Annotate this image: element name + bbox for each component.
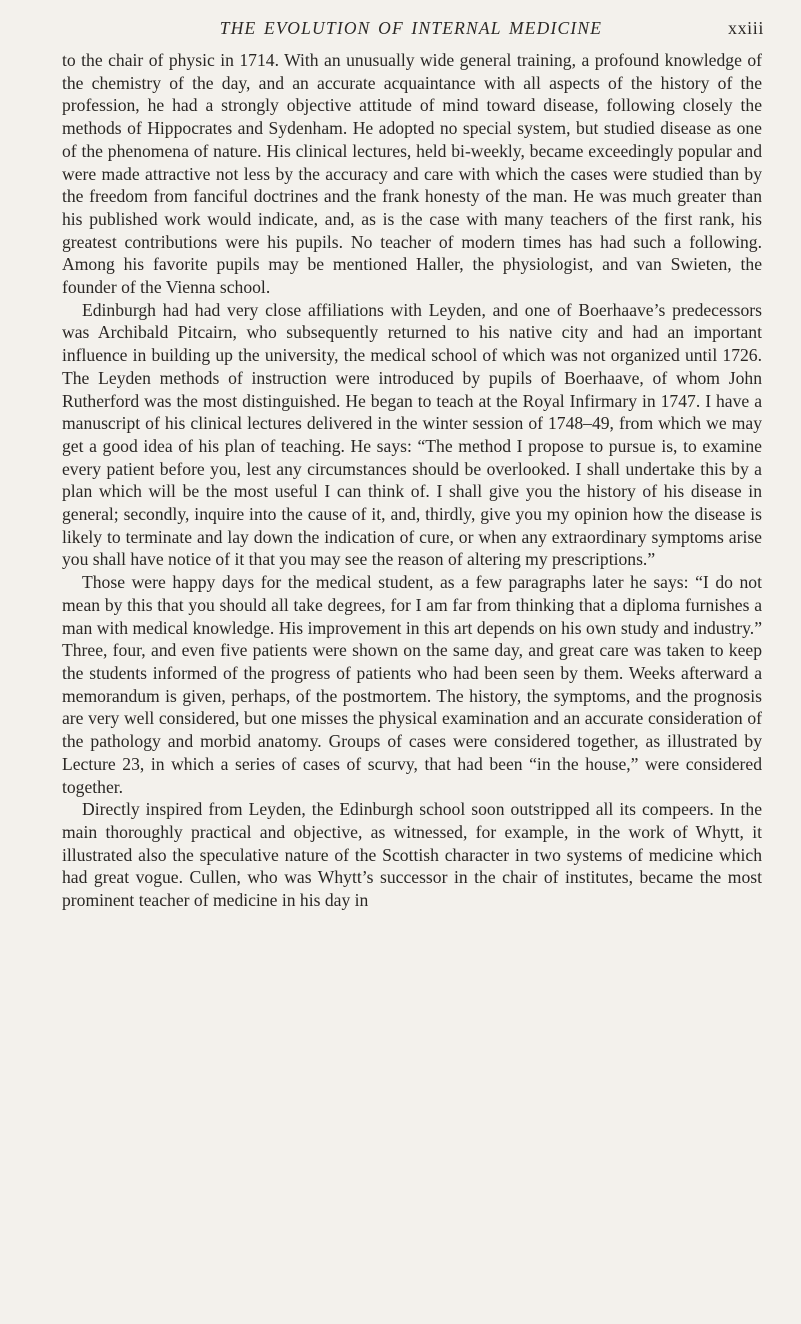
paragraph-leyden-influence: Directly inspired from Leyden, the Edinburgh school soon outstripped all its compeers. In the main thoroughly practical and objective, as witnessed, for example, in the work of Whytt, it illustrated also the speculative nature of the Scottish character in two systems of medicine which had great vogue. Cullen, who was Whytt’s successor in the chair of institutes, became the most prominent teacher of medicine in his day in bbox=[62, 799, 762, 911]
paragraph-boerhaave: to the chair of physic in 1714. With an unusually wide general training, a profound knowledge of the chemistry of the day, and an accurate acquaintance with all aspects of the history of the profession, he had a strongly objective attitude of mind toward disease, following closely the methods of Hippocrates and Sydenham. He adopted no special system, but studied disease as one of the phenomena of nature. His clinical lectures, held bi-weekly, became exceedingly popular and were made attractive not less by the accuracy and care with which the cases were studied than by the freedom from fanciful doctrines and the frank honesty of the man. He was much greater than his published work would indicate, and, as is the case with many teachers of the first rank, his greatest contributions were his pupils. No teacher of modern times has had such a following. Among his favorite pupils may be mentioned Haller, the physiologist, and van Swieten, the founder of the Vienna school. bbox=[62, 50, 762, 298]
paragraph-edinburgh: Edinburgh had had very close affiliations with Leyden, and one of Boerhaave’s predecessors was Archibald Pitcairn, who subsequently returned to his native city and had an important influence in building up the university, the medical school of which was not organized until 1726. The Leyden methods of instruction were introduced by pupils of Boerhaave, of whom John Rutherford was the most distinguished. He began to teach at the Royal Infirmary in 1747. I have a manuscript of his clinical lectures delivered in the winter session of 1748–49, from which we may get a good idea of his plan of teaching. He says: “The method I propose to pursue is, to examine every patient before you, lest any circumstances should be overlooked. I shall undertake this by a plan which will be the most useful I can think of. I shall give you the history of his disease in general; secondly, inquire into the cause of it, and, thirdly, give you my opinion how the disease is likely to terminate and lay down the indication of cure, or when any extraordinary symptoms arise you shall have notice of it that you may see the reason of altering my prescriptions.” bbox=[62, 299, 762, 570]
paragraph-happy-days: Those were happy days for the medical student, as a few paragraphs later he says: “I do not mean by this that you should all take degrees, for I am far from thinking that a diploma furnishes a man with medical knowledge. His improvement in this art depends on his own study and industry.” Three, four, and even five patients were shown on the same day, and great care was taken to keep the students informed of the progress of patients who had been seen by them. Weeks afterward a memorandum is given, perhaps, of the postmortem. The history, the symptoms, and the prognosis are very well considered, but one misses the physical examination and an accurate consideration of the pathology and morbid anatomy. Groups of cases were considered together, as illustrated by Lecture 23, in which a series of cases of scurvy, that had been “in the house,” were considered together. bbox=[62, 572, 762, 797]
running-title: THE EVOLUTION OF INTERNAL MEDICINE bbox=[219, 18, 603, 38]
running-head bbox=[58, 18, 764, 48]
body-text bbox=[62, 49, 762, 912]
page-number: xxiii bbox=[727, 18, 764, 38]
